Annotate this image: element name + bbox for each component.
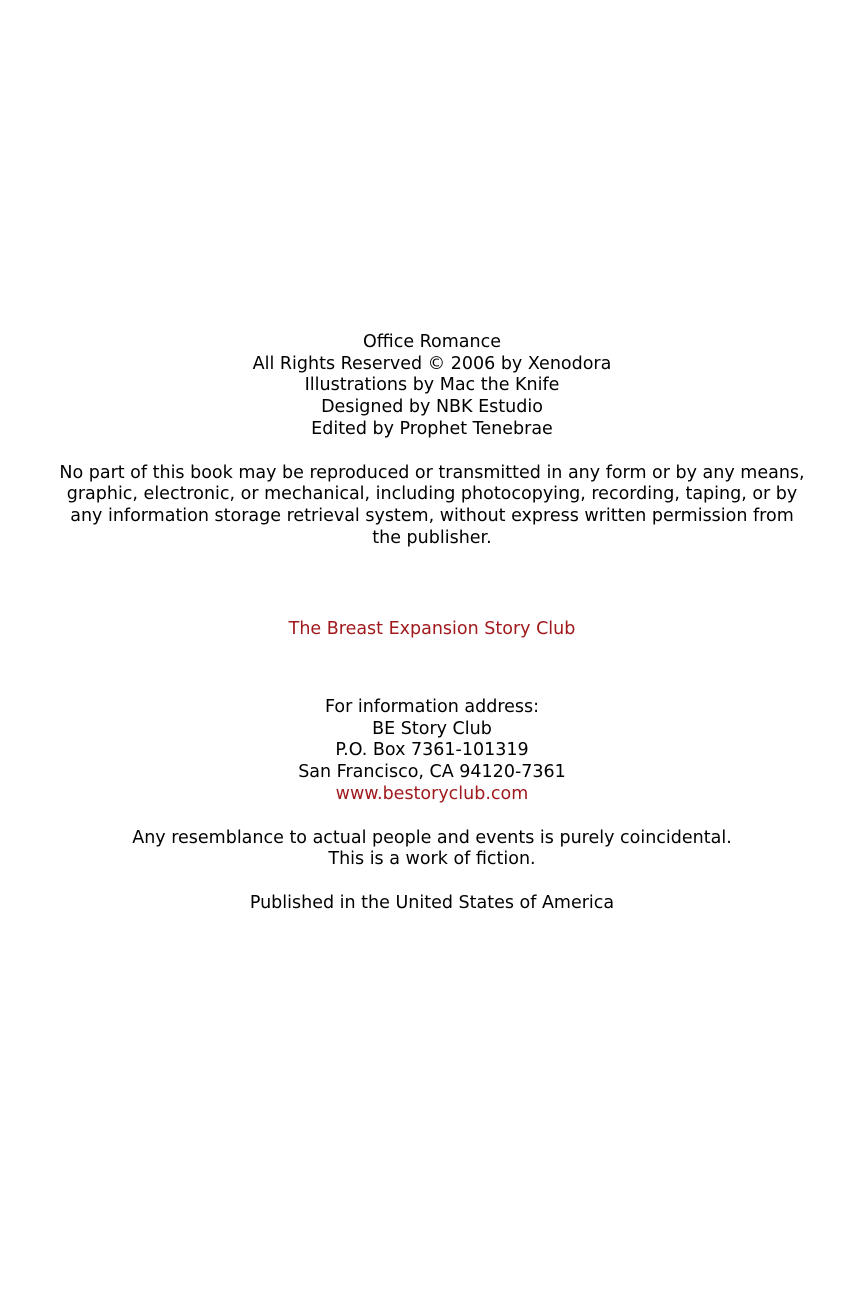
spacer [0,871,864,893]
design-credit: Designed by NBK Estudio [321,397,543,418]
legal-notice-line: the publisher. [372,527,492,548]
legal-notice [52,463,812,550]
spacer [0,549,864,619]
legal-notice-line: graphic, electronic, or mechanical, including photocopying, recording, taping, or by [66,484,798,505]
address-po-box: P.O. Box 7361-101319 [335,740,529,761]
book-title: Office Romance [363,332,501,352]
rights-line: All Rights Reserved © 2006 by Xenodora [252,353,612,374]
legal-notice-line: any information storage retrieval system, without express written permission from [70,505,794,526]
editor-credit: Edited by Prophet Tenebrae [311,418,553,439]
spacer [0,641,864,697]
address-org: BE Story Club [372,718,492,739]
copyright-page [0,332,864,915]
website-link[interactable]: www.bestoryclub.com [335,783,529,804]
address-label: For information address: [324,697,540,718]
address-city: San Francisco, CA 94120-7361 [298,762,566,783]
disclaimer-line: This is a work of fiction. [328,849,536,870]
legal-notice-line: No part of this book may be reproduced or transmitted in any form or by any means, [59,462,805,483]
spacer [0,806,864,828]
publisher-name: The Breast Expansion Story Club [288,619,576,640]
spacer [0,441,864,463]
disclaimer-line: Any resemblance to actual people and events is purely coincidental. [132,827,732,848]
publication-country: Published in the United States of America [249,892,615,913]
illustrations-credit: Illustrations by Mac the Knife [304,375,560,396]
